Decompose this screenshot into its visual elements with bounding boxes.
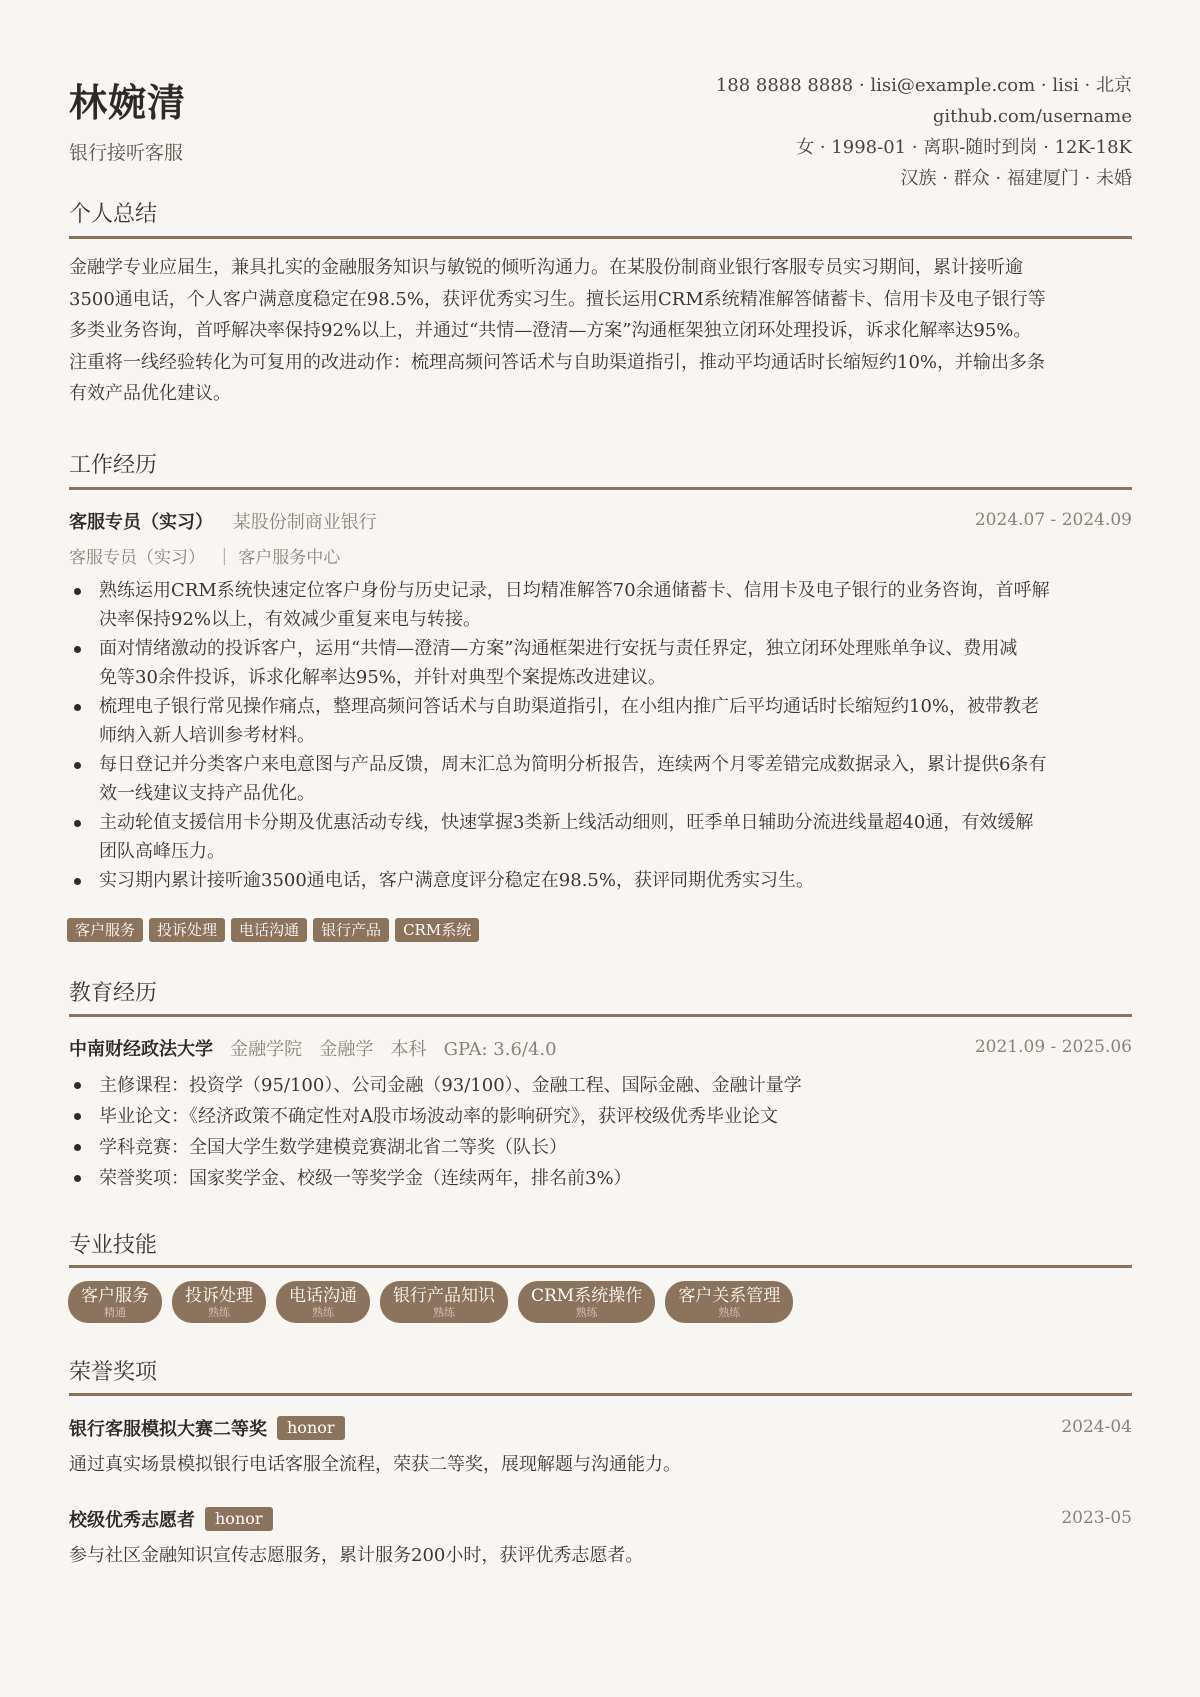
education-bullet-list	[69, 1070, 1132, 1194]
work-bullet-list	[69, 576, 1132, 895]
candidate-name: 林婉清	[69, 80, 187, 125]
list-item: 荣誉奖项：国家奖学金、校级一等奖学金（连续两年，排名前3%）	[69, 1163, 1132, 1194]
summary-line: 3500通电话，个人客户满意度稳定在98.5%，获评优秀实习生。擅长运用CRM系统精准解答储蓄卡、信用卡及电子银行等	[69, 288, 1046, 310]
skill-pill: CRM系统操作 熟练	[518, 1281, 655, 1323]
skill-tag: 银行产品	[313, 918, 389, 942]
section-divider	[69, 236, 1132, 239]
contact-line: github.com/username	[932, 106, 1132, 127]
contact-line: 汉族 · 群众 · 福建厦门 · 未婚	[900, 168, 1132, 189]
award-title: 银行客服模拟大赛二等奖	[69, 1419, 267, 1440]
work-company: 某股份制商业银行	[232, 512, 377, 533]
award-badge: honor	[277, 1416, 345, 1440]
school-name: 中南财经政法大学	[69, 1039, 213, 1060]
education-date: 2021.09 - 2025.06	[974, 1037, 1132, 1057]
award-title-row	[69, 1506, 273, 1532]
work-tag-list	[67, 918, 479, 942]
award-date: 2023-05	[1061, 1508, 1132, 1528]
list-item: 实习期内累计接听逾3500通电话，客户满意度评分稳定在98.5%，获评同期优秀实习生。	[69, 866, 1132, 895]
summary-paragraph	[69, 252, 1132, 410]
award-title: 校级优秀志愿者	[69, 1510, 195, 1531]
contact-line: 188 8888 8888 · lisi@example.com · lisi · 北京	[715, 75, 1132, 96]
skill-tag: CRM系统	[395, 918, 479, 942]
award-badge: honor	[205, 1507, 273, 1531]
section-title-work: 工作经历	[69, 453, 158, 478]
education-details: 金融学院 金融学 本科 GPA: 3.6/4.0	[230, 1039, 557, 1060]
education-entry-header	[69, 1035, 557, 1061]
section-divider	[69, 1393, 1132, 1396]
work-role: 客服专员（实习）	[69, 512, 213, 533]
section-title-summary: 个人总结	[69, 202, 158, 227]
section-divider	[69, 1014, 1132, 1017]
list-item: 梳理电子银行常见操作痛点，整理高频问答话术与自助渠道指引，在小组内推广后平均通话时长缩短约10%，被带教老 师纳入新人培训参考材料。	[69, 692, 1132, 750]
skill-pill: 客户服务 精通	[68, 1281, 162, 1323]
award-description: 通过真实场景模拟银行电话客服全流程，荣获二等奖，展现解题与沟通能力。	[69, 1454, 681, 1475]
award-description: 参与社区金融知识宣传志愿服务，累计服务200小时，获评优秀志愿者。	[69, 1545, 644, 1566]
list-item: 主修课程：投资学（95/100）、公司金融（93/100）、金融工程、国际金融、金融计量学	[69, 1070, 1132, 1101]
section-title-skills: 专业技能	[69, 1233, 158, 1258]
skill-pill-list	[68, 1281, 793, 1323]
skill-pill: 电话沟通 熟练	[276, 1281, 370, 1323]
skill-tag: 客户服务	[67, 918, 143, 942]
job-title: 银行接听客服	[69, 142, 184, 164]
skill-tag: 投诉处理	[149, 918, 225, 942]
summary-line: 注重将一线经验转化为可复用的改进动作：梳理高频问答话术与自助渠道指引，推动平均通话时长缩短约10%，并输出多条	[69, 351, 1046, 373]
summary-line: 多类业务咨询，首呼解决率保持92%以上，并通过“共情—澄清—方案”沟通框架独立闭环处理投诉，诉求化解率达95%。	[69, 320, 1032, 341]
work-entry-header	[69, 508, 377, 534]
contact-info	[716, 70, 1132, 194]
section-title-awards: 荣誉奖项	[69, 1360, 158, 1385]
work-subline: 客服专员（实习） ｜ 客户服务中心	[69, 548, 341, 568]
section-divider	[69, 487, 1132, 490]
award-title-row	[69, 1415, 345, 1441]
contact-line: 女 · 1998-01 · 离职-随时到岗 · 12K-18K	[796, 137, 1132, 158]
list-item: 毕业论文：《经济政策不确定性对A股市场波动率的影响研究》，获评校级优秀毕业论文	[69, 1101, 1132, 1132]
summary-line: 有效产品优化建议。	[69, 383, 231, 404]
list-item: 每日登记并分类客户来电意图与产品反馈，周末汇总为简明分析报告，连续两个月零差错完成数据录入，累计提供6条有 效一线建议支持产品优化。	[69, 750, 1132, 808]
list-item: 熟练运用CRM系统快速定位客户身份与历史记录，日均精准解答70余通储蓄卡、信用卡及电子银行的业务咨询，首呼解 决率保持92%以上，有效减少重复来电与转接。	[69, 576, 1132, 634]
skill-tag: 电话沟通	[231, 918, 307, 942]
award-date: 2024-04	[1061, 1417, 1132, 1437]
work-date: 2024.07 - 2024.09	[974, 510, 1132, 530]
section-divider	[69, 1265, 1132, 1268]
skill-pill: 银行产品知识 熟练	[380, 1281, 508, 1323]
skill-pill: 投诉处理 熟练	[172, 1281, 266, 1323]
summary-line: 金融学专业应届生，兼具扎实的金融服务知识与敏锐的倾听沟通力。在某股份制商业银行客服专员实习期间，累计接听逾	[69, 257, 1023, 278]
skill-pill: 客户关系管理 熟练	[665, 1281, 793, 1323]
list-item: 学科竞赛：全国大学生数学建模竞赛湖北省二等奖（队长）	[69, 1132, 1132, 1163]
list-item: 主动轮值支援信用卡分期及优惠活动专线，快速掌握3类新上线活动细则，旺季单日辅助分流进线量超40通，有效缓解 团队高峰压力。	[69, 808, 1132, 866]
list-item: 面对情绪激动的投诉客户，运用“共情—澄清—方案”沟通框架进行安抚与责任界定，独立闭环处理账单争议、费用减 免等30余件投诉，诉求化解率达95%，并针对典型个案提炼改进建议。	[69, 634, 1132, 692]
section-title-education: 教育经历	[69, 981, 158, 1006]
